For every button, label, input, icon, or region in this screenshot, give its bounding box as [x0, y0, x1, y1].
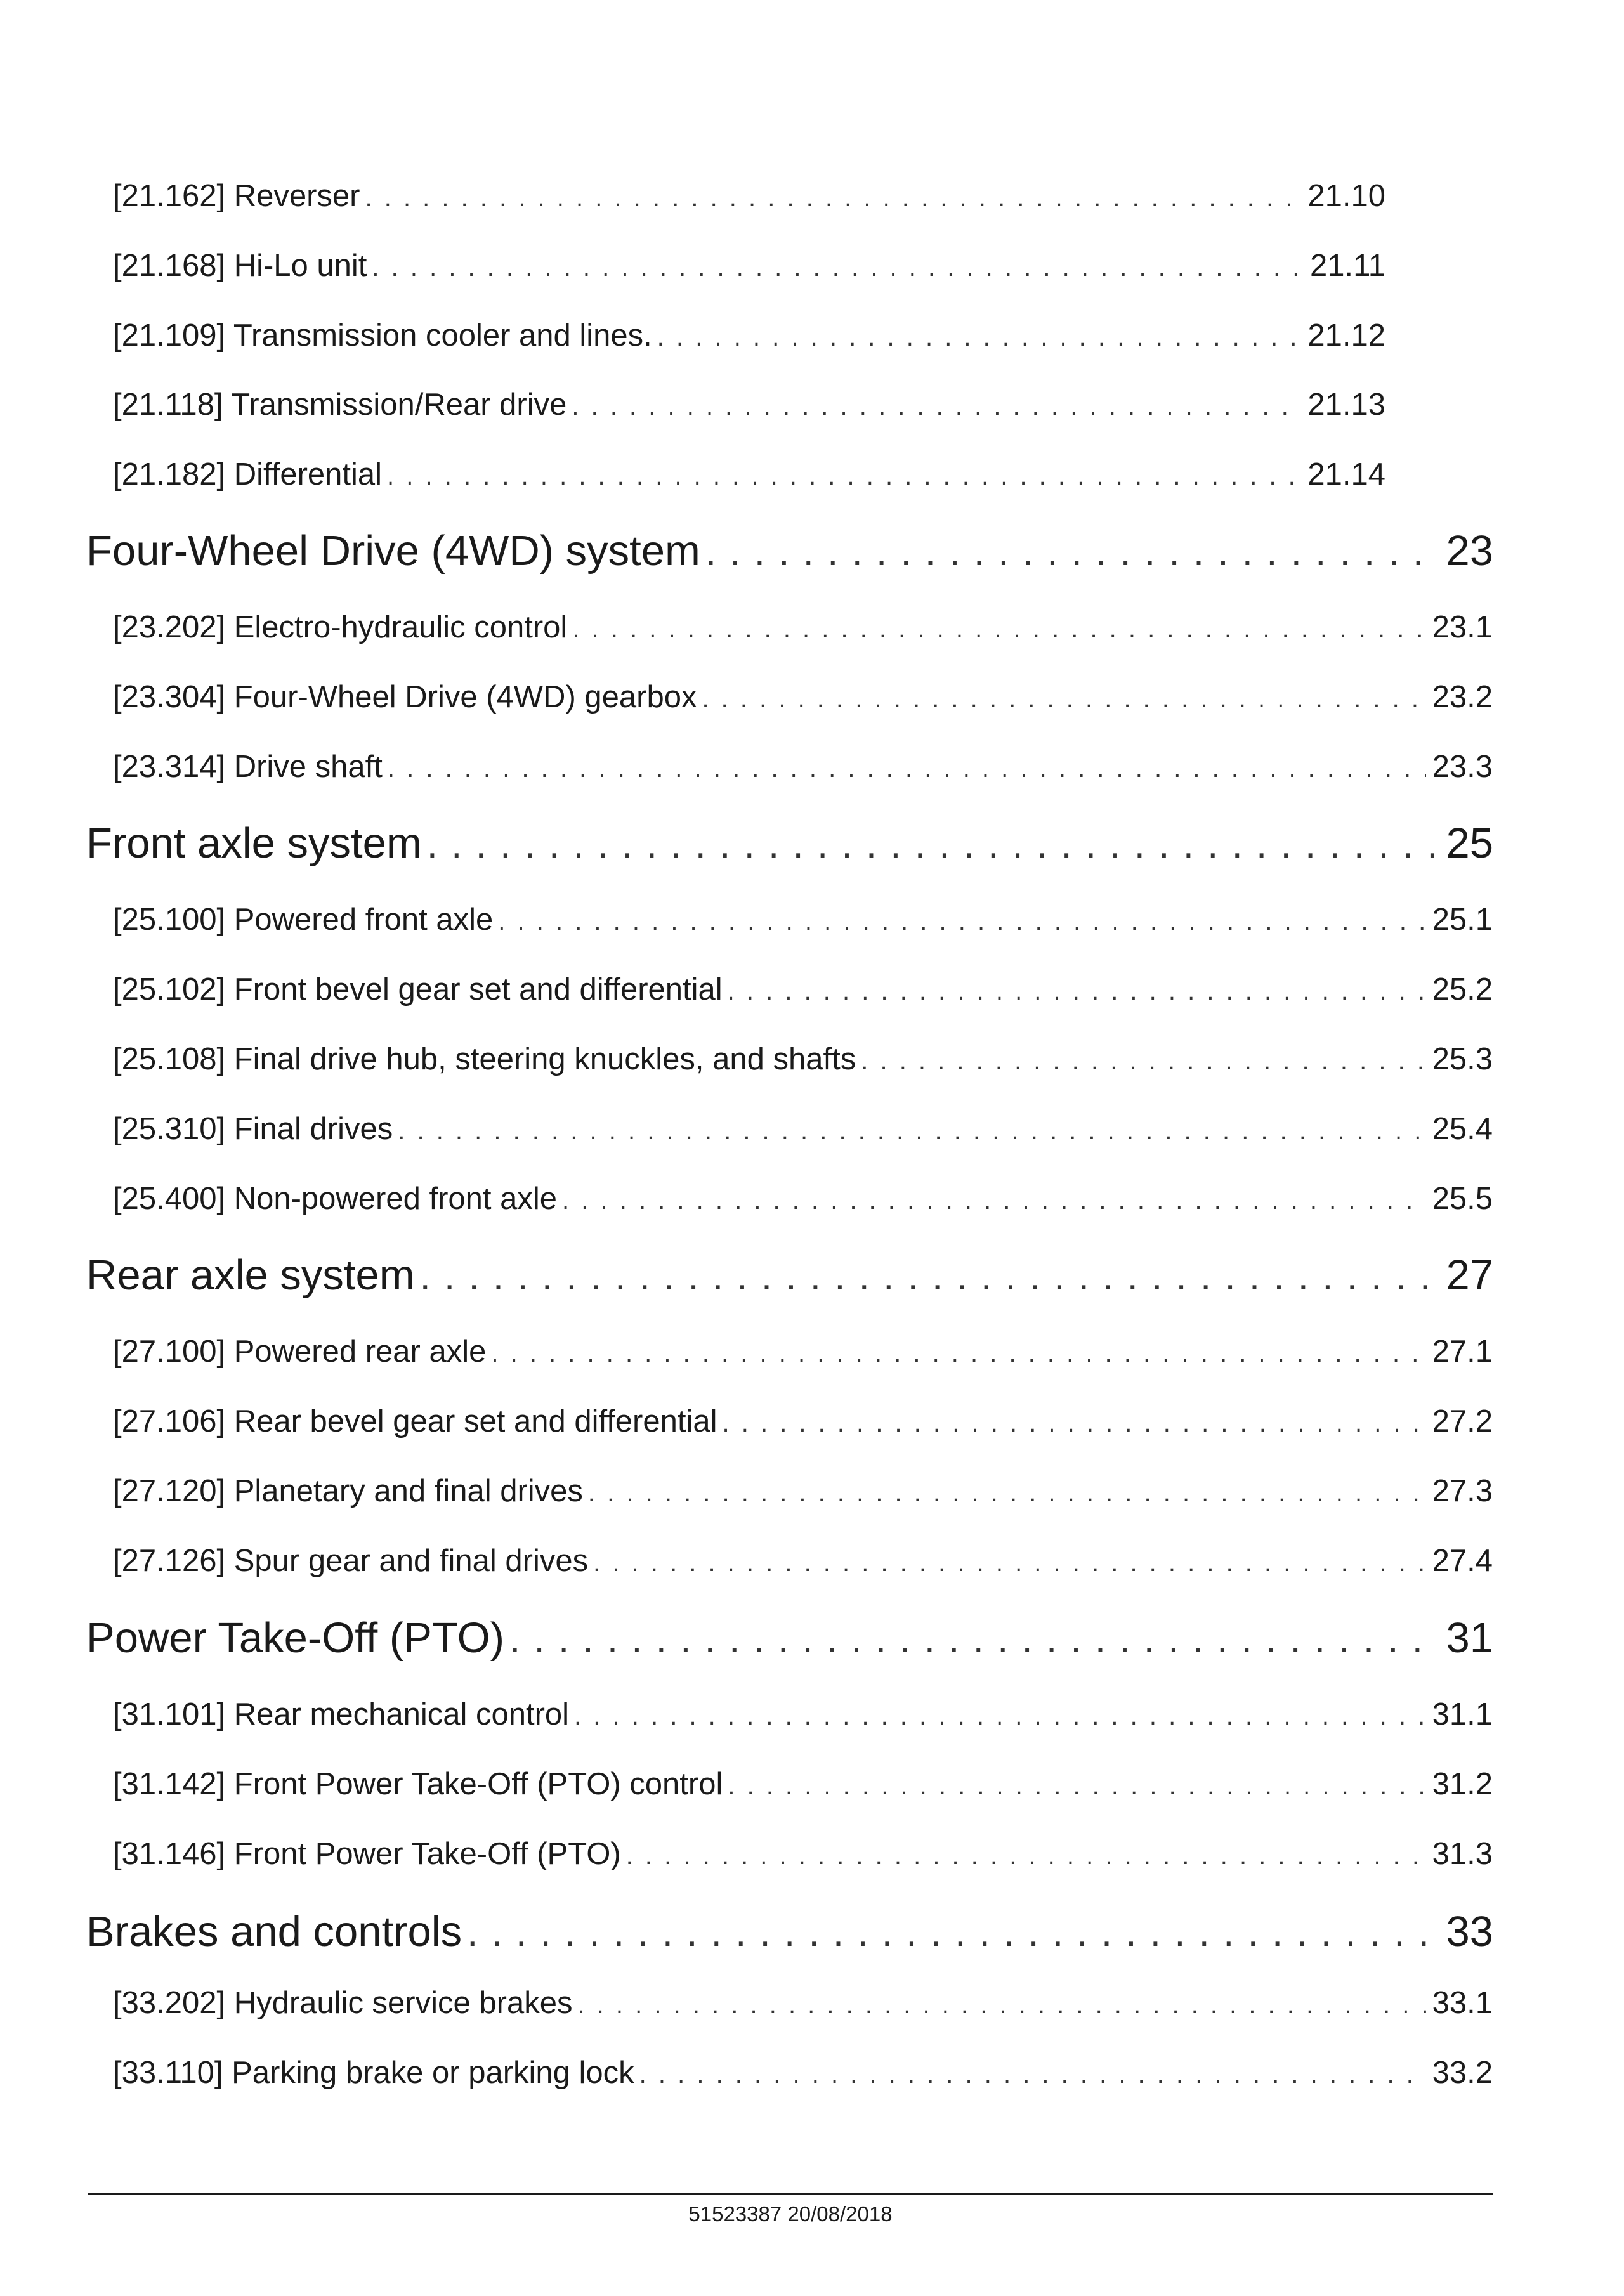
toc-entry-page: 25.3 [1432, 1042, 1493, 1076]
toc-entry-page: 21.10 [1307, 179, 1385, 213]
dot-leader [574, 1702, 1426, 1731]
toc-section-page: 25 [1446, 819, 1493, 867]
toc-entry-label: [25.400] Non-powered front axle [113, 1182, 558, 1216]
toc-entry-page: 25.4 [1432, 1112, 1493, 1146]
toc-entry-label: [21.118] Transmission/Rear drive [113, 388, 567, 422]
toc-entry-label: [25.108] Final drive hub, steering knuckles, and shafts [113, 1042, 856, 1076]
toc-entry-label: [31.142] Front Power Take-Off (PTO) control [113, 1767, 723, 1801]
toc-entry-21-118[interactable] [113, 387, 1385, 425]
toc-entry-label: [21.182] Differential [113, 457, 383, 492]
toc-entry-page: 21.11 [1310, 249, 1385, 283]
toc-entry-label: [27.100] Powered rear axle [113, 1334, 487, 1369]
toc-entry-label: [23.202] Electro-hydraulic control [113, 610, 568, 644]
toc-entry-label: [31.101] Rear mechanical control [113, 1697, 570, 1732]
toc-entry-page: 33.1 [1432, 1986, 1493, 2020]
toc-entry-page: 27.4 [1432, 1544, 1493, 1578]
dot-leader [498, 908, 1425, 936]
toc-entry-label: [27.120] Planetary and final drives [113, 1474, 583, 1508]
toc-entry-page: 31.1 [1432, 1697, 1493, 1732]
toc-entry-page: 33.2 [1432, 2056, 1493, 2090]
dot-leader [588, 1479, 1426, 1508]
toc-entry-page: 21.12 [1307, 318, 1385, 353]
toc-entry-label: [27.126] Spur gear and final drives [113, 1544, 589, 1578]
toc-entry-page: 23.1 [1432, 610, 1493, 644]
dot-leader [491, 1340, 1425, 1368]
toc-section-33[interactable] [86, 1907, 1493, 1958]
toc-section-title: Rear axle system [86, 1251, 415, 1299]
dot-leader [705, 530, 1440, 575]
toc-entry-27-100[interactable] [113, 1334, 1493, 1372]
toc-entry-label: [23.304] Four-Wheel Drive (4WD) gearbox [113, 680, 697, 714]
toc-entry-23-314[interactable] [113, 749, 1493, 787]
toc-entry-label: [21.168] Hi-Lo unit [113, 249, 367, 283]
dot-leader [372, 254, 1304, 282]
toc-entry-27-120[interactable] [113, 1473, 1493, 1511]
toc-entry-page: 25.2 [1432, 972, 1493, 1007]
toc-entry-25-400[interactable] [113, 1181, 1493, 1219]
toc-entry-label: [21.162] Reverser [113, 179, 360, 213]
dot-leader [723, 1409, 1426, 1438]
dot-leader [388, 755, 1426, 783]
dot-leader [467, 1910, 1439, 1955]
toc-entry-label: [31.146] Front Power Take-Off (PTO) [113, 1837, 621, 1871]
dot-leader [593, 1549, 1426, 1577]
toc-section-title: Front axle system [86, 819, 422, 867]
toc-entry-page: 25.1 [1432, 903, 1493, 937]
toc-entry-label: [25.102] Front bevel gear set and differential [113, 972, 723, 1007]
toc-entry-27-126[interactable] [113, 1543, 1493, 1581]
toc-entry-label: [21.109] Transmission cooler and lines. [113, 318, 652, 353]
toc-entry-label: [27.106] Rear bevel gear set and differential [113, 1404, 717, 1438]
dot-leader [420, 1254, 1440, 1299]
toc-entry-label: [33.110] Parking brake or parking lock [113, 2056, 634, 2090]
toc-entry-page: 25.5 [1432, 1182, 1493, 1216]
dot-leader [728, 977, 1426, 1006]
toc-section-page: 23 [1446, 527, 1493, 575]
dot-leader [572, 393, 1301, 421]
toc-entry-21-109[interactable] [113, 318, 1385, 356]
toc-section-25[interactable] [86, 819, 1493, 870]
dot-leader [577, 1991, 1425, 2019]
toc-entry-page: 21.13 [1307, 388, 1385, 422]
toc-section-page: 27 [1446, 1251, 1493, 1299]
dot-leader [398, 1117, 1425, 1145]
dot-leader [861, 1047, 1425, 1076]
toc-entry-page: 23.3 [1432, 750, 1493, 784]
toc-entry-27-106[interactable] [113, 1404, 1493, 1442]
toc-entry-label: [33.202] Hydraulic service brakes [113, 1986, 573, 2020]
toc-section-31[interactable] [86, 1614, 1493, 1664]
dot-leader [728, 1772, 1425, 1801]
toc-entry-21-168[interactable] [113, 248, 1385, 286]
toc-entry-page: 27.2 [1432, 1404, 1493, 1438]
dot-leader [572, 615, 1425, 644]
toc-entry-label: [23.314] Drive shaft [113, 750, 383, 784]
toc-entry-23-304[interactable] [113, 679, 1493, 717]
toc-section-title: Brakes and controls [86, 1908, 462, 1955]
dot-leader [387, 462, 1301, 491]
toc-entry-page: 31.3 [1432, 1837, 1493, 1871]
dot-leader [626, 1842, 1426, 1870]
toc-entry-23-202[interactable] [113, 610, 1493, 648]
toc-section-title: Power Take-Off (PTO) [86, 1614, 505, 1662]
toc-entry-25-108[interactable] [113, 1041, 1493, 1080]
dot-leader [702, 685, 1425, 714]
dot-leader [365, 184, 1302, 212]
toc-entry-31-142[interactable] [113, 1766, 1493, 1804]
footer-doc-reference: 51523387 20/08/2018 [688, 2202, 893, 2226]
dot-leader [657, 323, 1302, 352]
toc-entry-21-162[interactable] [113, 178, 1385, 216]
footer-divider [88, 2193, 1493, 2195]
dot-leader [639, 2061, 1426, 2089]
toc-section-27[interactable] [86, 1251, 1493, 1301]
dot-leader [509, 1617, 1439, 1662]
toc-entry-33-110[interactable] [113, 2055, 1493, 2093]
toc-entry-page: 27.1 [1432, 1334, 1493, 1369]
toc-entry-33-202[interactable] [113, 1985, 1493, 2023]
dot-leader [562, 1187, 1426, 1215]
toc-entry-page: 21.14 [1307, 457, 1385, 492]
toc-section-title: Four-Wheel Drive (4WD) system [86, 527, 700, 575]
toc-section-page: 31 [1446, 1614, 1493, 1662]
toc-entry-31-146[interactable] [113, 1836, 1493, 1874]
toc-entry-25-100[interactable] [113, 902, 1493, 940]
toc-entry-21-182[interactable] [113, 457, 1385, 495]
toc-section-page: 33 [1446, 1908, 1493, 1955]
dot-leader [427, 822, 1440, 867]
toc-section-23[interactable] [86, 526, 1493, 577]
toc-entry-25-310[interactable] [113, 1111, 1493, 1149]
toc-entry-31-101[interactable] [113, 1697, 1493, 1735]
toc-entry-label: [25.100] Powered front axle [113, 903, 494, 937]
toc-entry-page: 23.2 [1432, 680, 1493, 714]
toc-entry-page: 27.3 [1432, 1474, 1493, 1508]
toc-entry-label: [25.310] Final drives [113, 1112, 393, 1146]
toc-entry-25-102[interactable] [113, 972, 1493, 1010]
toc-entry-page: 31.2 [1432, 1767, 1493, 1801]
